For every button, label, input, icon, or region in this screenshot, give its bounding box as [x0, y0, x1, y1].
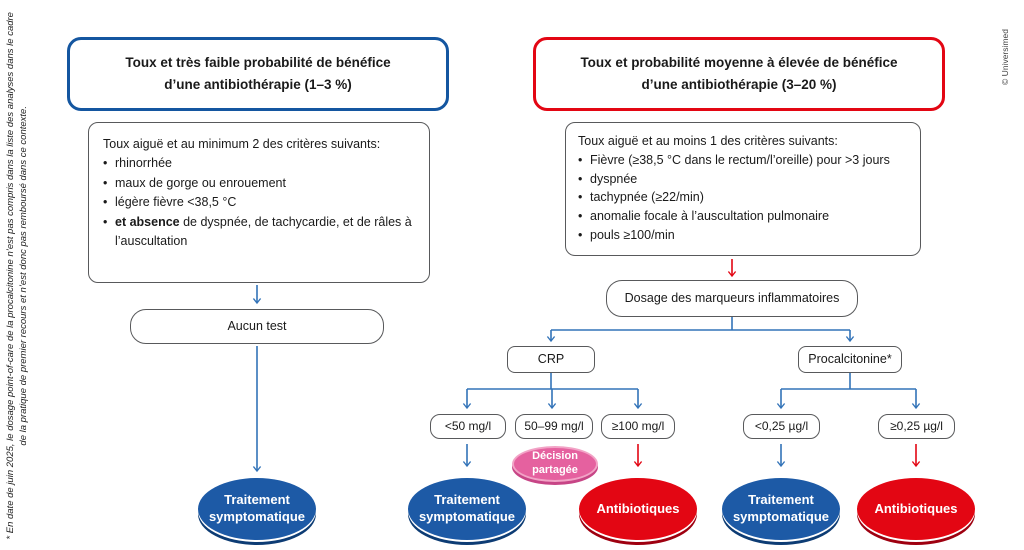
criteria-item: • Fièvre (≥38,5 °C dans le rectum/l’oreille) pour >3 jours: [578, 151, 890, 170]
pct-threshold-low: <0,25 µg/l: [743, 414, 820, 439]
right-header-line2: d’une antibiothérapie (3–20 %): [641, 77, 837, 92]
crp-label: CRP: [537, 352, 565, 367]
left-criteria-list: [103, 154, 415, 251]
left-criteria-box: [88, 122, 430, 283]
crp-threshold-low: <50 mg/l: [430, 414, 506, 439]
criteria-item: • légère fièvre <38,5 °C: [103, 193, 415, 212]
criteria-item: • anomalie focale à l’auscultation pulmonaire: [578, 207, 890, 226]
criteria-item: • pouls ≥100/min: [578, 226, 890, 245]
right-criteria-title: Toux aiguë et au moins 1 des critères suivants:: [578, 134, 838, 148]
criteria-item: • tachypnée (≥22/min): [578, 188, 890, 207]
inflammatory-markers-label: Dosage des marqueurs inflammatoires: [624, 291, 840, 306]
procalcitonin-label: Procalcitonine*: [808, 352, 892, 367]
bullet-dot: •: [578, 227, 583, 242]
outcome-shared-decision: Décision partagée: [512, 446, 598, 482]
crp-box: [507, 346, 595, 373]
outcome-symptomatic-left: Traitement symptomatique: [198, 478, 316, 540]
criteria-item: • maux de gorge ou enrouement: [103, 174, 415, 193]
criteria-item: • dyspnée: [578, 170, 890, 189]
criteria-item: • et absence de dyspnée, de tachycardie, et de râles à l’auscultation: [103, 213, 415, 252]
left-header-line2: d’une antibiothérapie (1–3 %): [164, 77, 352, 92]
pct-threshold-high: ≥0,25 µg/l: [878, 414, 955, 439]
bullet-dot: •: [578, 190, 583, 205]
left-header-line1: Toux et très faible probabilité de bénéfice: [125, 55, 391, 71]
bullet-dot: •: [103, 214, 108, 229]
right-header-line1: Toux et probabilité moyenne à élevée de bénéfice: [580, 55, 898, 71]
bullet-dot: •: [103, 175, 108, 190]
right-pathway-header: [533, 37, 945, 111]
bullet-dot: •: [578, 171, 583, 186]
bullet-dot: •: [103, 156, 108, 171]
bullet-dot: •: [578, 209, 583, 223]
outcome-symptomatic-pct: Traitement symptomatique: [722, 478, 840, 540]
left-criteria-title: Toux aiguë et au minimum 2 des critères suivants:: [103, 137, 381, 151]
inflammatory-markers-box: [606, 280, 858, 317]
outcome-antibiotics-crp: Antibiotiques: [579, 478, 697, 540]
crp-threshold-mid: 50–99 mg/l: [515, 414, 593, 439]
procalcitonin-box: [798, 346, 902, 373]
bullet-dot: •: [578, 152, 583, 167]
right-criteria-list: [578, 151, 890, 245]
copyright-credit: © Universimed: [1000, 29, 1010, 85]
outcome-antibiotics-pct: Antibiotiques: [857, 478, 975, 540]
procalcitonin-footnote: * En date de juin 2025, le dosage point-of-care de la procalcitonine n’est pas compris dans la liste des analyses dans le cadre de la pratique de premier recours et n’est donc pas remboursé dans ce contexte.: [5, 12, 29, 540]
right-criteria-box: [565, 122, 921, 256]
no-test-box: [130, 309, 384, 344]
criteria-item: • rhinorrhée: [103, 154, 415, 173]
outcome-symptomatic-crp: Traitement symptomatique: [408, 478, 526, 540]
bullet-dot: •: [103, 195, 108, 210]
no-test-label: Aucun test: [227, 319, 287, 334]
crp-threshold-high: ≥100 mg/l: [601, 414, 675, 439]
left-pathway-header: [67, 37, 449, 111]
